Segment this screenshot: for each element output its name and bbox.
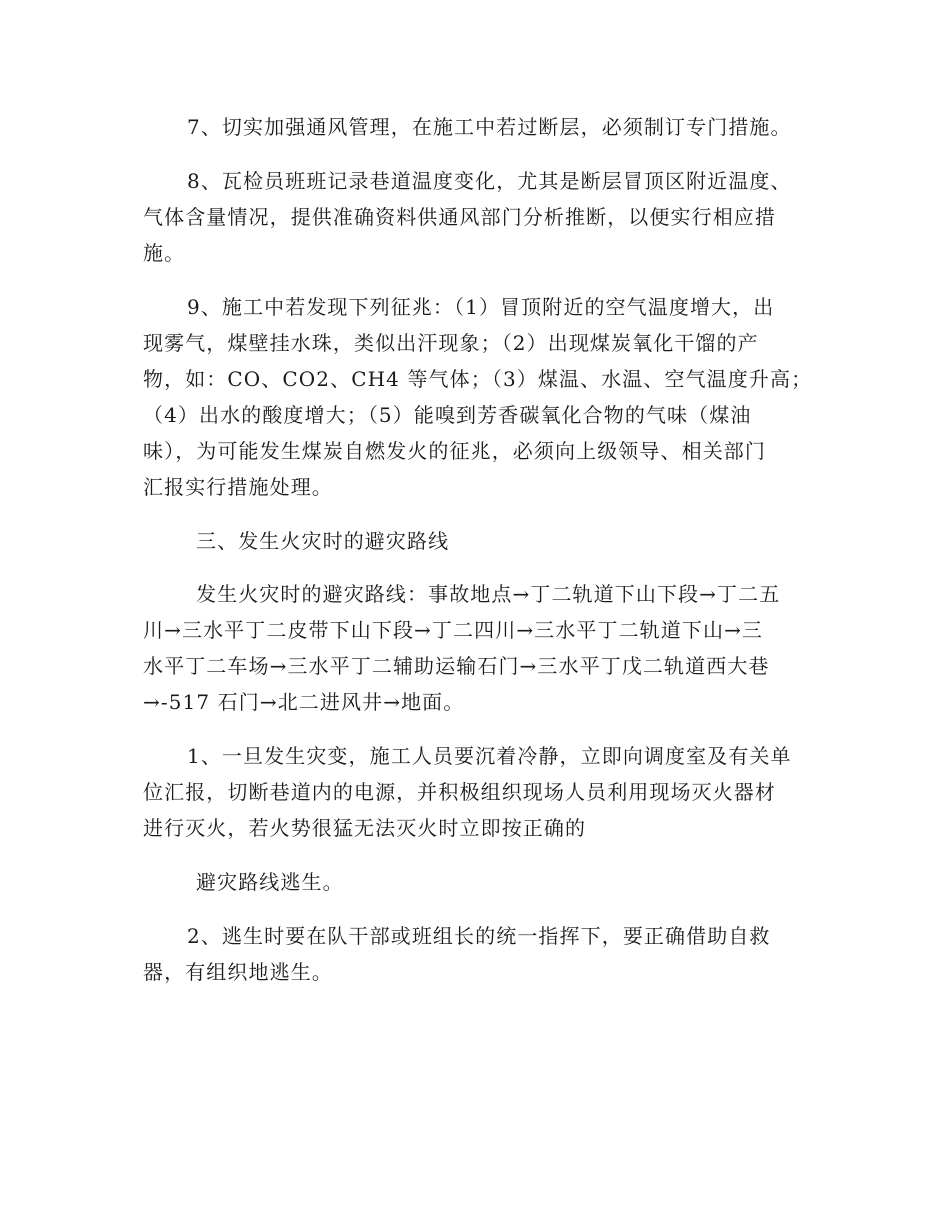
text-line: 器，有组织地逃生。: [143, 960, 333, 984]
text-line-1-start: 1、一旦发生灾变，施工人员要沉着冷静，立即向调度室及有关单: [187, 744, 792, 768]
route-paragraph-start: 发生火灾时的避灾路线：事故地点→丁二轨道下山下段→丁二五: [196, 582, 781, 606]
text-line: 避灾路线逃生。: [196, 870, 344, 894]
text-line: 位汇报，切断巷道内的电源，并积极组织现场人员利用现场灭火器材: [143, 780, 776, 804]
text-line-2-start: 2、逃生时要在队干部或班组长的统一指挥下，要正确借助自救: [187, 924, 771, 948]
text-line: 川→三水平丁二皮带下山下段→丁二四川→三水平丁二轨道下山→三: [143, 618, 764, 642]
section-heading: 三、发生火灾时的避灾路线: [196, 529, 450, 553]
text-line: 味），为可能发生煤炭自燃发火的征兆，必须向上级领导、相关部门: [143, 439, 766, 463]
text-line-7: 7、切实加强通风管理，在施工中若过断层，必须制订专门措施。: [187, 115, 792, 139]
text-line-9-start: 9、施工中若发现下列征兆：（1）冒顶附近的空气温度增大，出: [187, 295, 775, 319]
text-line: 汇报实行措施处理。: [143, 475, 333, 499]
text-line: 气体含量情况，提供准确资料供通风部门分析推断，以便实行相应措: [143, 205, 776, 229]
text-line-8-start: 8、瓦检员班班记录巷道温度变化，尤其是断层冒顶区附近温度、: [187, 169, 792, 193]
text-line: 物，如：CO、CO2、CH4 等气体；（3）煤温、水温、空气温度升高；: [143, 367, 813, 391]
text-line: 水平丁二车场→三水平丁二辅助运输石门→三水平丁戊二轨道西大巷: [143, 654, 770, 678]
text-line: 进行灭火，若火势很猛无法灭火时立即按正确的: [143, 816, 587, 840]
text-line: 施。: [143, 241, 186, 265]
text-line: →-517 石门→北二进风井→地面。: [143, 690, 465, 714]
text-line: （4）出水的酸度增大；（5）能嗅到芳香碳氧化合物的气味（煤油: [143, 403, 752, 427]
text-line: 现雾气，煤壁挂水珠，类似出汗现象；（2）出现煤炭氧化干馏的产: [143, 331, 759, 355]
